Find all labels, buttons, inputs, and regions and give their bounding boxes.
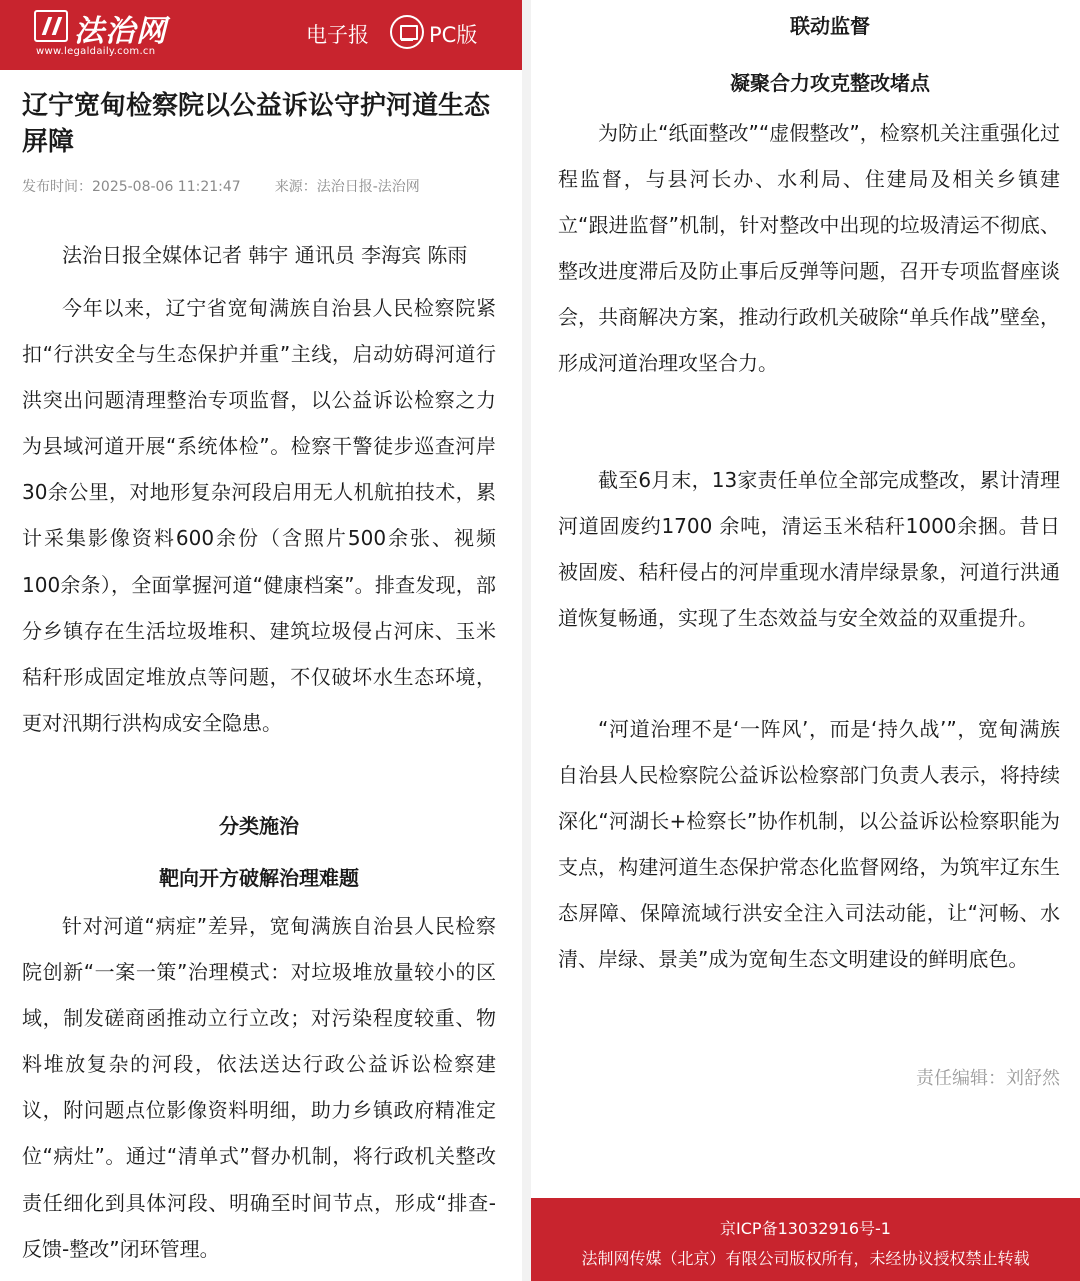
epaper-link[interactable]: 电子报 <box>306 23 369 47</box>
article-title: 辽宁宽甸检察院以公益诉讼守护河道生态屏障 <box>22 91 491 157</box>
responsible-editor: 责任编辑：刘舒然 <box>916 1068 1060 1089</box>
byline: 法治日报全媒体记者 韩宇 通讯员 李海宾 陈雨 <box>62 243 468 267</box>
column-divider <box>522 0 531 1281</box>
article-source: 来源：法治日报-法治网 <box>274 179 420 195</box>
section-2-subtitle: 凝聚合力攻克整改堵点 <box>730 71 930 95</box>
site-footer <box>531 1198 1080 1281</box>
left-column <box>0 0 522 1281</box>
section-1-title: 分类施治 <box>219 814 299 838</box>
logo-url: www.legaldaily.com.cn <box>36 46 156 57</box>
paragraph-5: “河道治理不是‘一阵风’，而是‘持久战’”，宽甸满族自治县人民检察院公益诉讼检察部门负责人表示，将持续深化“河湖长+检察长”协作机制，以公益诉讼检察职能为支点，构建河道生态保护常态化监督网络，为筑牢辽东生态屏障、保障流域行洪安全注入司法动能，让“河畅、水清、岸绿、景美”成为宽甸生态文明建设的鲜明底色。 <box>558 717 1060 972</box>
paragraph-1: 今年以来，辽宁省宽甸满族自治县人民检察院紧扣“行洪安全与生态保护并重”主线，启动妨碍河道行洪突出问题清理整治专项监督，以公益诉讼检察之力为县域河道开展“系统体检”。检察干警徒步巡查河岸30余公里，对地形复杂河段启用无人机航拍技术，累计采集影像资料600余份（含照片500余张、视频100余条），全面掌握河道“健康档案”。排查发现，部分乡镇存在生活垃圾堆积、建筑垃圾侵占河床、玉米秸秆形成固定堆放点等问题，不仅破坏水生态环境，更对汛期行洪构成安全隐患。 <box>22 296 496 735</box>
icp-number[interactable]: 京ICP备13032916号-1 <box>720 1219 891 1238</box>
logo-text: 法治网 <box>74 14 167 49</box>
paragraph-3: 为防止“纸面整改”“虚假整改”，检察机关注重强化过程监督，与县河长办、水利局、住建局及相关乡镇建立“跟进监督”机制，针对整改中出现的垃圾清运不彻底、整改进度滞后及防止事后反弹等问题，召开专项监督座谈会，共商解决方案，推动行政机关破除“单兵作战”壁垒，形成河道治理攻坚合力。 <box>558 121 1060 376</box>
copyright-notice: 法制网传媒（北京）有限公司版权所有，未经协议授权禁止转载 <box>581 1249 1030 1268</box>
section-1-subtitle: 靶向开方破解治理难题 <box>159 866 359 890</box>
section-2-title: 联动监督 <box>790 14 870 38</box>
publish-time: 发布时间：2025-08-06 11:21:47 <box>22 179 241 195</box>
pc-version-label: PC版 <box>429 23 478 47</box>
paragraph-2: 针对河道“病症”差异，宽甸满族自治县人民检察院创新“一案一策”治理模式：对垃圾堆放量较小的区域，制发磋商函推动立行立改；对污染程度较重、物料堆放复杂的河段，依法送达行政公益诉讼检察建议，附问题点位影像资料明细，助力乡镇政府精准定位“病灶”。通过“清单式”督办机制，将行政机关整改责任细化到具体河段、明确至时间节点，形成“排查-反馈-整改”闭环管理。 <box>22 914 496 1261</box>
paragraph-4: 截至6月末，13家责任单位全部完成整改，累计清理河道固废约1700 余吨，清运玉米秸秆1000余捆。昔日被固废、秸秆侵占的河岸重现水清岸绿景象，河道行洪通道恢复畅通，实现了生态效益与安全效益的双重提升。 <box>558 468 1060 631</box>
